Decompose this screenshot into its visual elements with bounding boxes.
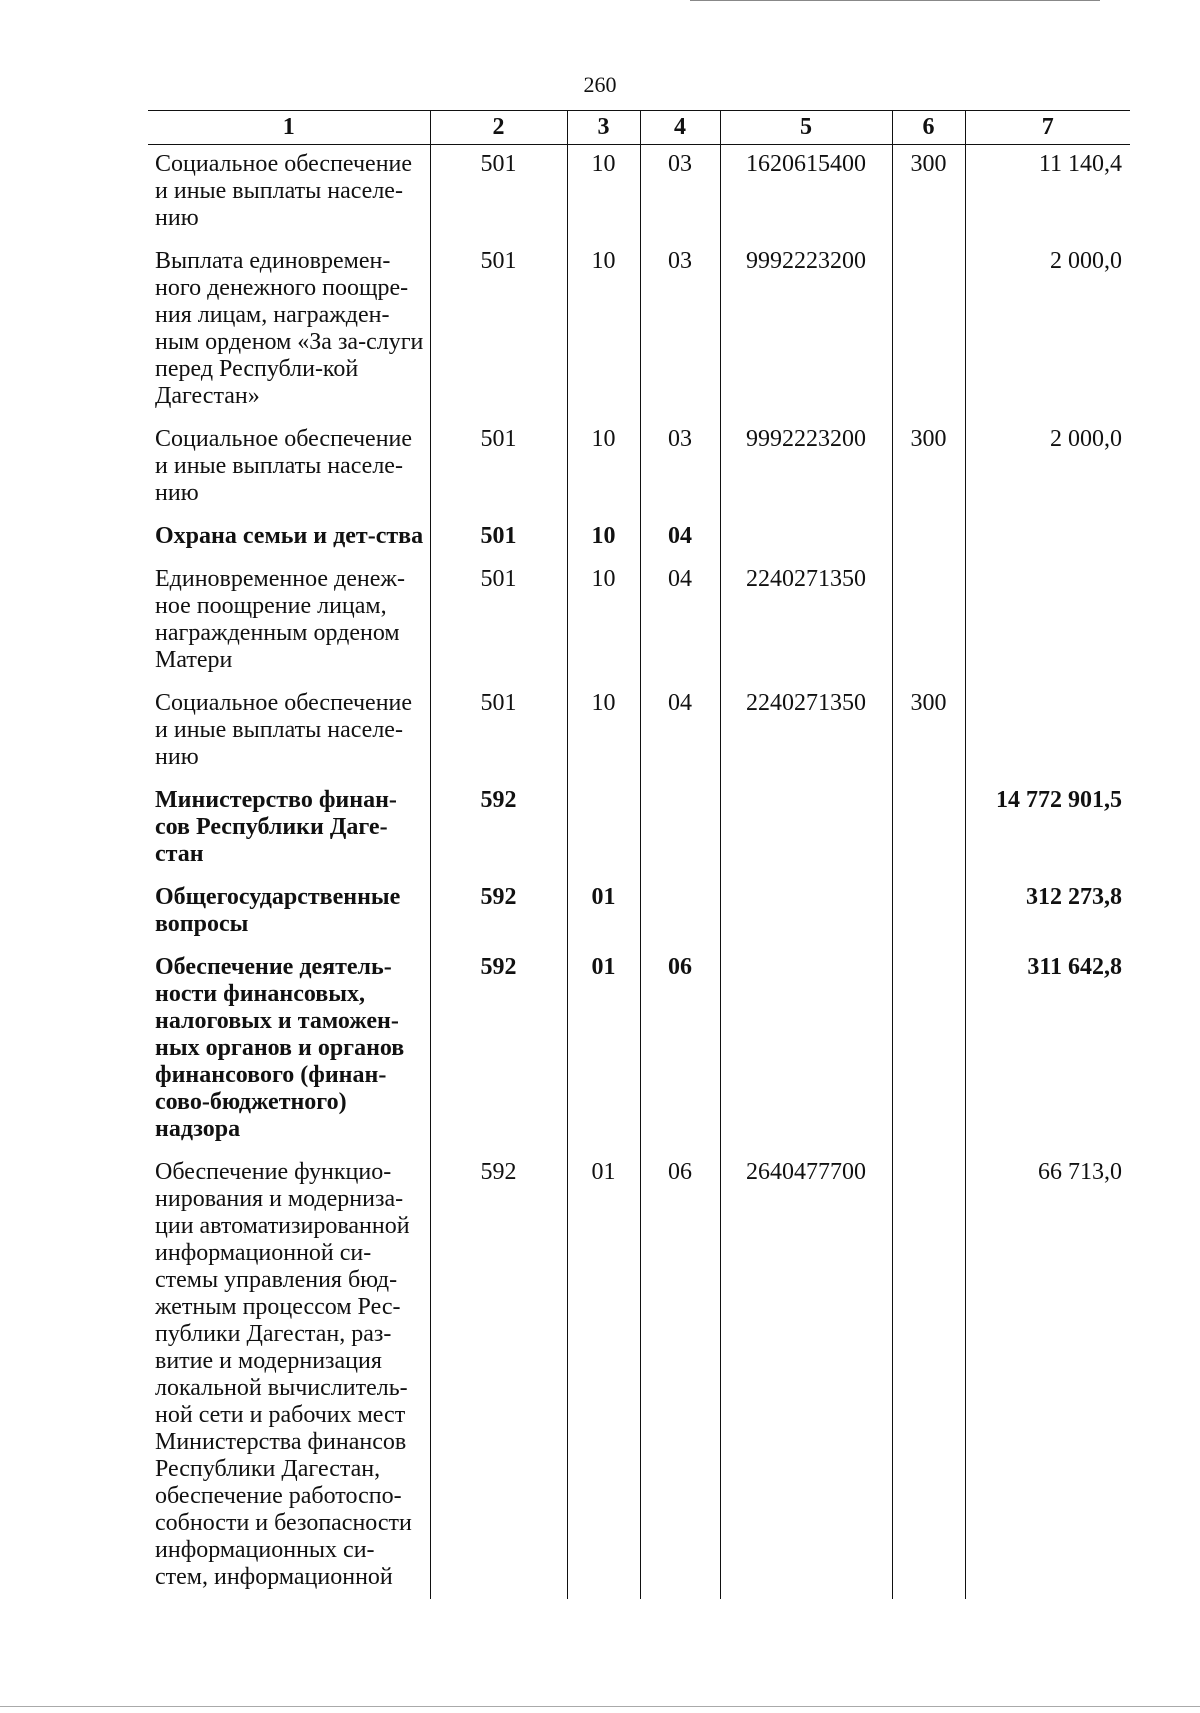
- item-name-cell: Выплата единовремен-ного денежного поощре-ния лицам, награжден-ным орденом «За за-слуги перед Республи-кой Дагестан»: [155, 248, 424, 409]
- ministry-code-cell: 592: [430, 946, 567, 1151]
- subsection-cell: 06: [640, 1151, 720, 1599]
- section-cell: 10: [567, 515, 640, 558]
- amount-cell: 311 642,8: [965, 946, 1130, 1151]
- ministry-code-cell: 501: [430, 418, 567, 515]
- subsection-cell: 04: [640, 682, 720, 779]
- amount-cell: 14 772 901,5: [965, 779, 1130, 876]
- column-header-6: 6: [892, 111, 965, 145]
- column-header-1: 1: [148, 111, 430, 145]
- target-article-cell: 9992223200: [720, 418, 892, 515]
- table-row: [148, 418, 1130, 515]
- section-cell: 10: [567, 682, 640, 779]
- item-name-cell: Единовременное денеж-ное поощрение лицам, награжденным орденом Матери: [155, 566, 405, 673]
- amount-cell: 312 273,8: [965, 876, 1130, 946]
- column-header-2: 2: [430, 111, 567, 145]
- column-header-4: 4: [640, 111, 720, 145]
- target-article-cell: [720, 876, 892, 946]
- expense-type-cell: 300: [892, 418, 965, 515]
- section-cell: 01: [567, 1151, 640, 1599]
- table-row: [148, 145, 1130, 241]
- subsection-cell: 03: [640, 240, 720, 418]
- ministry-code-cell: 592: [430, 876, 567, 946]
- amount-cell: 2 000,0: [965, 418, 1130, 515]
- target-article-cell: [720, 779, 892, 876]
- expense-type-cell: [892, 779, 965, 876]
- section-cell: 10: [567, 145, 640, 241]
- table-row: [148, 876, 1130, 946]
- ministry-code-cell: 501: [430, 240, 567, 418]
- table-row: [148, 682, 1130, 779]
- expense-type-cell: [892, 876, 965, 946]
- table-row: [148, 779, 1130, 876]
- table-header-row: [148, 111, 1130, 145]
- subsection-cell: 04: [640, 558, 720, 682]
- expense-type-cell: 300: [892, 682, 965, 779]
- target-article-cell: 2240271350: [720, 558, 892, 682]
- item-name-cell: Обеспечение функцио-нирования и модерниза-ции автоматизированной информационной си-стемы управления бюд-жетным процессом Рес-публики Дагестан, раз-витие и модернизация локальной вычислитель-ной сети и рабочих мест Министерства финансов Республики Дагестан, обеспечение работоспо-собности и безопасности информационных си-стем, информационной: [155, 1159, 412, 1590]
- expense-type-cell: [892, 240, 965, 418]
- subsection-cell: 03: [640, 418, 720, 515]
- ministry-code-cell: 501: [430, 515, 567, 558]
- expense-type-cell: [892, 558, 965, 682]
- subsection-cell: 04: [640, 515, 720, 558]
- amount-cell: 66 713,0: [965, 1151, 1130, 1599]
- expense-type-cell: [892, 946, 965, 1151]
- table-row: [148, 558, 1130, 682]
- item-name-cell: Министерство финан-сов Республики Даге-стан: [155, 787, 397, 867]
- expense-type-cell: 300: [892, 145, 965, 241]
- table-row: [148, 946, 1130, 1151]
- scan-edge-bottom: [0, 1706, 1200, 1707]
- target-article-cell: 2640477700: [720, 1151, 892, 1599]
- ministry-code-cell: 501: [430, 145, 567, 241]
- ministry-code-cell: 592: [430, 1151, 567, 1599]
- amount-cell: [965, 515, 1130, 558]
- target-article-cell: [720, 946, 892, 1151]
- section-cell: 01: [567, 946, 640, 1151]
- item-name-cell: Социальное обеспечение и иные выплаты населе-нию: [155, 151, 413, 231]
- section-cell: [567, 779, 640, 876]
- amount-cell: 2 000,0: [965, 240, 1130, 418]
- ministry-code-cell: 501: [430, 682, 567, 779]
- budget-table-wrapper: [148, 110, 1130, 1590]
- budget-table: [148, 110, 1130, 1599]
- scan-edge-top: [690, 0, 1100, 1]
- subsection-cell: 06: [640, 946, 720, 1151]
- ministry-code-cell: 501: [430, 558, 567, 682]
- table-body: [148, 145, 1130, 1600]
- section-cell: 10: [567, 240, 640, 418]
- item-name-cell: Охрана семьи и дет-ства: [155, 523, 424, 549]
- target-article-cell: 1620615400: [720, 145, 892, 241]
- section-cell: 01: [567, 876, 640, 946]
- subsection-cell: [640, 779, 720, 876]
- subsection-cell: 03: [640, 145, 720, 241]
- target-article-cell: 9992223200: [720, 240, 892, 418]
- column-header-3: 3: [567, 111, 640, 145]
- item-name-cell: Общегосударственные вопросы: [155, 884, 401, 937]
- page-number: 260: [583, 72, 617, 97]
- column-header-7: 7: [965, 111, 1130, 145]
- item-name-cell: Социальное обеспечение и иные выплаты населе-нию: [155, 690, 413, 770]
- target-article-cell: [720, 515, 892, 558]
- column-header-5: 5: [720, 111, 892, 145]
- section-cell: 10: [567, 558, 640, 682]
- subsection-cell: [640, 876, 720, 946]
- item-name-cell: Обеспечение деятель-ности финансовых, налоговых и таможен-ных органов и органов финансового (финан-сово-бюджетного) надзора: [155, 954, 405, 1142]
- section-cell: 10: [567, 418, 640, 515]
- table-row: [148, 1151, 1130, 1599]
- ministry-code-cell: 592: [430, 779, 567, 876]
- amount-cell: 11 140,4: [965, 145, 1130, 241]
- amount-cell: [965, 558, 1130, 682]
- table-row: [148, 240, 1130, 418]
- target-article-cell: 2240271350: [720, 682, 892, 779]
- expense-type-cell: [892, 1151, 965, 1599]
- expense-type-cell: [892, 515, 965, 558]
- item-name-cell: Социальное обеспечение и иные выплаты населе-нию: [155, 426, 413, 506]
- amount-cell: [965, 682, 1130, 779]
- table-row: [148, 515, 1130, 558]
